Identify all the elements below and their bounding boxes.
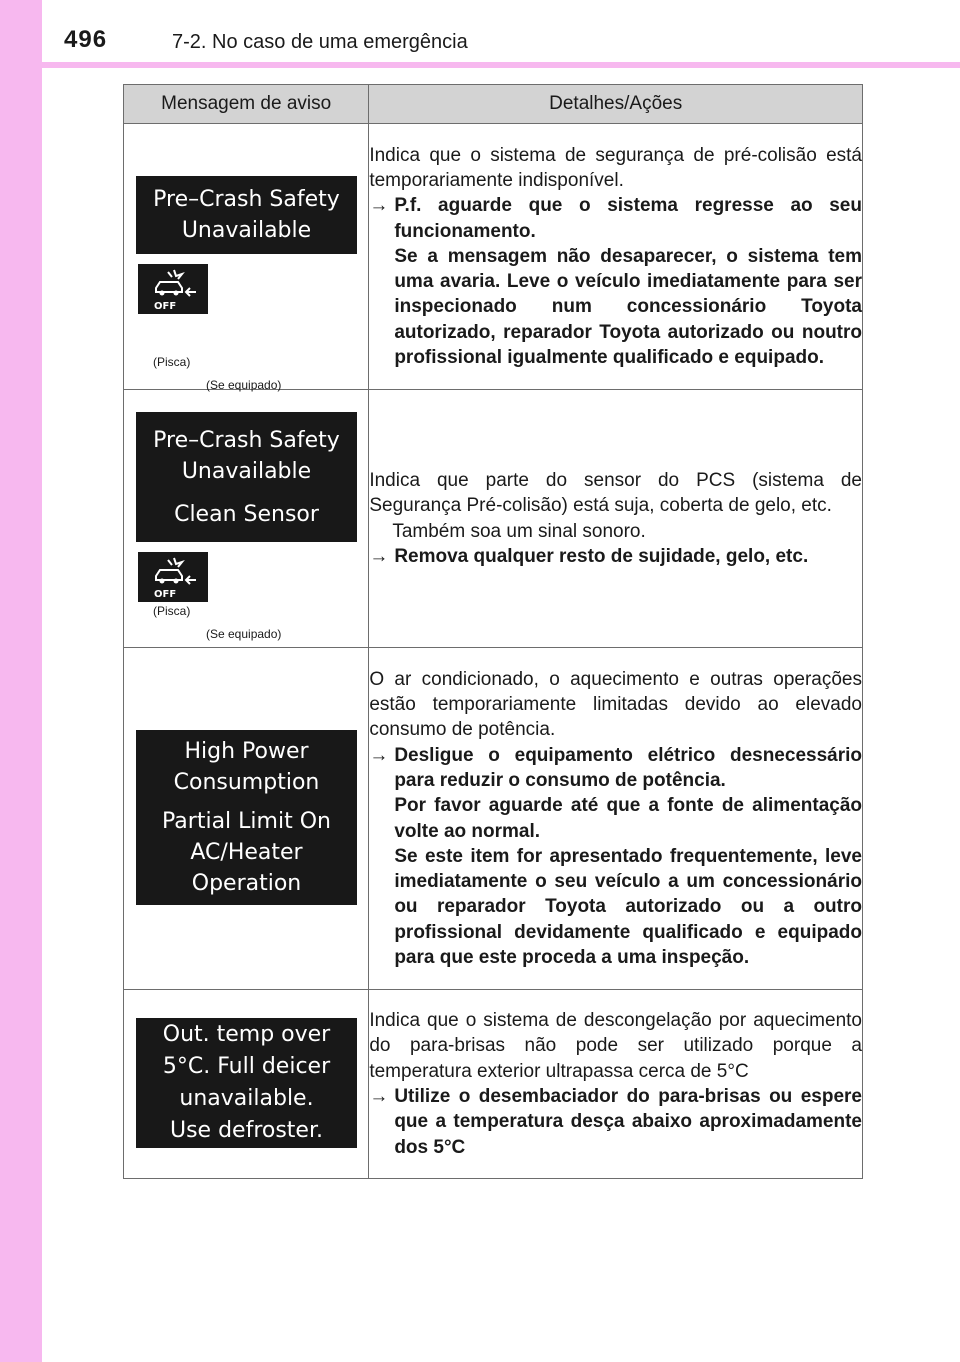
action-text: Remova qualquer resto de sujidade, gelo, etc. <box>394 545 809 567</box>
column-header-message: Mensagem de aviso <box>124 85 369 124</box>
action-block <box>369 544 862 569</box>
table-row <box>124 648 863 990</box>
pcs-off-indicator-icon <box>138 552 208 602</box>
page-number: 496 <box>64 26 108 53</box>
header-rule <box>42 62 960 68</box>
description-text: Indica que o sistema de descongelação por aquecimento do para-brisas não pode ser utilizado porque a temperatura exterior ultrapassa cerca de 5°C <box>369 1010 862 1082</box>
message-cell <box>124 390 369 648</box>
table-row <box>124 990 863 1179</box>
action-text: P.f. aguarde que o sistema regresse ao seu funcionamento. <box>394 195 862 242</box>
details-cell <box>369 648 863 990</box>
display-line: Operation <box>191 871 302 896</box>
action-text: Utilize o desembaciador do para-brisas ou espere que a temperatura desça abaixo aproximadamente dos 5°C <box>394 1086 862 1158</box>
action-text: Se a mensagem não desaparecer, o sistema tem uma avaria. Leve o veículo imediatamente para ser inspecionado num concessionário Toyota autorizado, reparador Toyota autorizado ou noutro profissional igualmente qualificado e equipado. <box>394 245 862 369</box>
section-title: 7-2. No caso de uma emergência <box>172 31 468 53</box>
arrow-icon: → <box>369 195 389 217</box>
display-line: Out. temp over <box>162 1022 331 1047</box>
display-line: Pre–Crash Safety <box>153 427 340 453</box>
table-row <box>124 124 863 390</box>
pcs-off-indicator-icon <box>138 264 208 314</box>
description-text: Indica que parte do sensor do PCS (sistema de Segurança Pré-colisão) está suja, coberta de gelo, etc. <box>369 469 862 517</box>
column-header-details: Detalhes/Ações <box>369 85 863 124</box>
action-block <box>369 743 862 971</box>
action-text: Se este item for apresentado frequentemente, leve imediatamente o seu veículo a um concessionário ou reparador Toyota autorizado ou a outro profissional devidamente qualificado e equipado para que este proceda a uma inspeção. <box>394 845 862 968</box>
details-cell <box>369 990 863 1179</box>
display-message <box>136 176 357 254</box>
display-line: Partial Limit On <box>162 809 331 834</box>
display-line: 5°C. Full deicer <box>162 1054 331 1079</box>
action-text: Por favor aguarde até que a fonte de alimentação volte ao normal. <box>394 795 862 842</box>
message-cell <box>124 648 369 990</box>
blink-note: (Pisca) <box>153 604 191 618</box>
display-line: unavailable. <box>179 1086 314 1111</box>
left-margin-band <box>0 0 42 1362</box>
action-block <box>369 1084 862 1160</box>
table-row <box>124 390 863 648</box>
icon-label: OFF <box>154 589 177 600</box>
message-cell <box>124 124 369 390</box>
display-line: High Power <box>184 739 309 764</box>
details-cell <box>369 124 863 390</box>
action-text: Desligue o equipamento elétrico desnecessário para reduzir o consumo de potência. <box>394 744 862 791</box>
arrow-icon: → <box>369 1086 389 1107</box>
details-cell <box>369 390 863 648</box>
icon-label: OFF <box>154 301 177 312</box>
display-line: Pre–Crash Safety <box>153 187 340 212</box>
display-message <box>136 730 357 905</box>
description-text: O ar condicionado, o aquecimento e outras operações estão temporariamente limitadas devido ao elevado consumo de potência. <box>369 668 862 741</box>
page-header <box>0 0 960 70</box>
display-line: Use defroster. <box>169 1118 323 1143</box>
arrow-icon: → <box>369 545 389 567</box>
equipped-note: (Se equipado) <box>206 378 282 392</box>
blink-note: (Pisca) <box>153 355 191 369</box>
action-block <box>369 193 862 370</box>
table-header-row <box>124 85 863 124</box>
extra-note: Também soa um sinal sonoro. <box>392 520 646 542</box>
description-text: Indica que o sistema de segurança de pré-colisão está temporariamente indisponível. <box>369 144 862 191</box>
equipped-note: (Se equipado) <box>206 627 282 641</box>
display-message <box>136 412 357 542</box>
display-line: Consumption <box>173 770 320 795</box>
arrow-icon: → <box>369 744 389 766</box>
warning-message-table <box>123 84 863 1179</box>
display-line: Clean Sensor <box>174 501 319 527</box>
display-line: AC/Heater <box>190 840 303 865</box>
display-line: Unavailable <box>181 218 312 243</box>
display-message <box>136 1018 357 1148</box>
display-line: Unavailable <box>181 458 312 484</box>
message-cell <box>124 990 369 1179</box>
